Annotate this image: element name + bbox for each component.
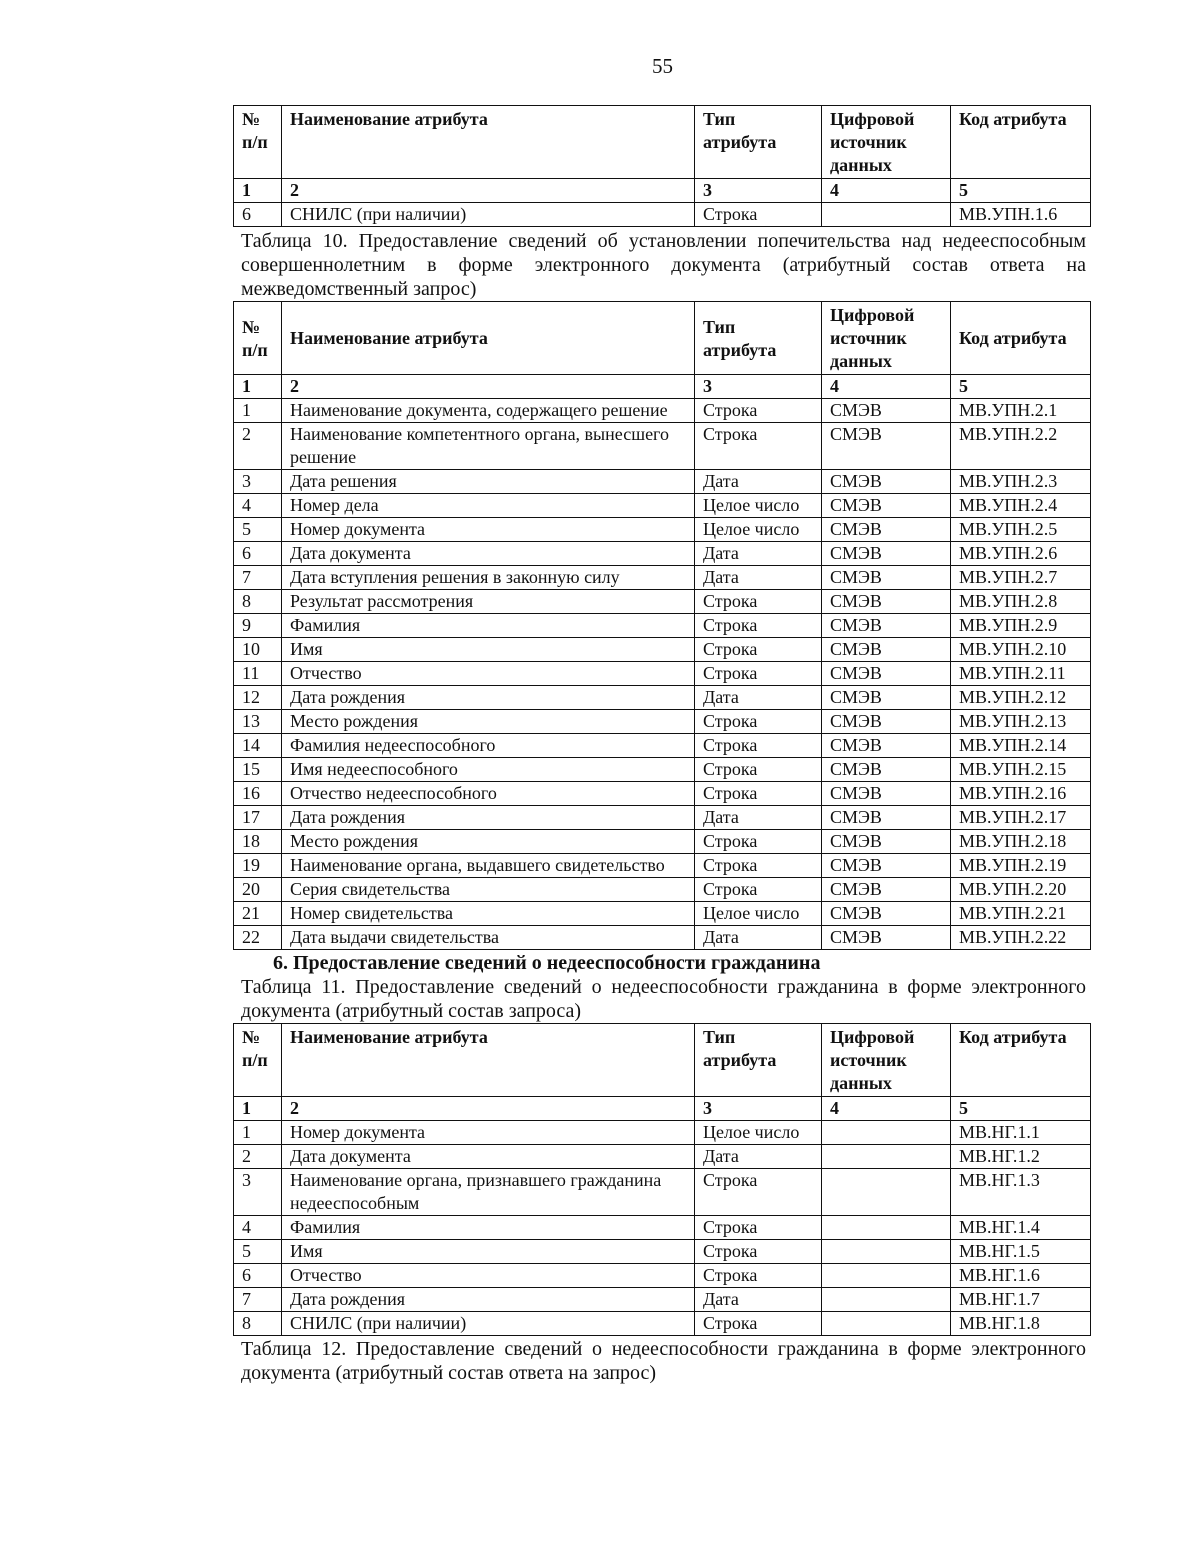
attribute-name-cell: Имя недееспособного <box>282 758 695 782</box>
row-number-cell: 4 <box>234 1216 282 1240</box>
data-source-cell: СМЭВ <box>822 542 951 566</box>
attribute-type-cell: Дата <box>695 470 822 494</box>
data-source-cell: СМЭВ <box>822 686 951 710</box>
row-number-cell: 15 <box>234 758 282 782</box>
row-number-cell: 1 <box>234 1121 282 1145</box>
attribute-name-cell: Дата рождения <box>282 806 695 830</box>
document-body <box>233 105 1090 1385</box>
attribute-name-cell: Фамилия недееспособного <box>282 734 695 758</box>
data-source-cell: СМЭВ <box>822 782 951 806</box>
header-attribute-code: Код атрибута <box>951 302 1091 375</box>
attribute-type-cell: Строка <box>695 854 822 878</box>
attribute-name-cell: Наименование органа, признавшего гражданина недееспособным <box>282 1169 695 1216</box>
attribute-code-cell: МВ.УПН.2.2 <box>951 423 1091 470</box>
row-number-cell: 10 <box>234 638 282 662</box>
attribute-name-cell: Имя <box>282 1240 695 1264</box>
header-attribute-code: Код атрибута <box>951 106 1091 179</box>
data-source-cell: СМЭВ <box>822 614 951 638</box>
attribute-type-cell: Строка <box>695 758 822 782</box>
row-number-cell: 3 <box>234 1169 282 1216</box>
header-attribute-type: Тип атрибута <box>695 1024 822 1097</box>
row-number-cell: 5 <box>234 518 282 542</box>
attribute-code-cell: МВ.УПН.2.3 <box>951 470 1091 494</box>
column-number: 3 <box>695 179 822 203</box>
attribute-code-cell: МВ.УПН.2.5 <box>951 518 1091 542</box>
row-number-cell: 6 <box>234 542 282 566</box>
table-row <box>234 542 1091 566</box>
table-row <box>234 806 1091 830</box>
header-number: № п/п <box>234 1024 282 1097</box>
attribute-code-cell: МВ.УПН.2.20 <box>951 878 1091 902</box>
attribute-name-cell: Номер дела <box>282 494 695 518</box>
attribute-type-cell: Дата <box>695 806 822 830</box>
row-number-cell: 8 <box>234 590 282 614</box>
attribute-code-cell: МВ.УПН.2.13 <box>951 710 1091 734</box>
data-source-cell <box>822 1145 951 1169</box>
attribute-code-cell: МВ.УПН.2.7 <box>951 566 1091 590</box>
column-number: 5 <box>951 375 1091 399</box>
data-source-cell <box>822 1264 951 1288</box>
header-data-source: Цифровой источник данных <box>822 302 951 375</box>
table-header-row <box>234 106 1091 179</box>
row-number-cell: 20 <box>234 878 282 902</box>
attribute-name-cell: Наименование документа, содержащего решение <box>282 399 695 423</box>
header-data-source: Цифровой источник данных <box>822 106 951 179</box>
attribute-type-cell: Дата <box>695 686 822 710</box>
table-row <box>234 710 1091 734</box>
attribute-code-cell: МВ.УПН.2.11 <box>951 662 1091 686</box>
attribute-type-cell: Строка <box>695 1264 822 1288</box>
attribute-type-cell: Дата <box>695 542 822 566</box>
data-source-cell: СМЭВ <box>822 710 951 734</box>
attribute-name-cell: Дата выдачи свидетельства <box>282 926 695 950</box>
attribute-code-cell: МВ.УПН.2.10 <box>951 638 1091 662</box>
attribute-type-cell: Целое число <box>695 902 822 926</box>
table-row <box>234 734 1091 758</box>
table-row <box>234 902 1091 926</box>
row-number-cell: 19 <box>234 854 282 878</box>
table-continued <box>233 105 1091 227</box>
table-row <box>234 1240 1091 1264</box>
attribute-name-cell: Дата решения <box>282 470 695 494</box>
row-number-cell: 7 <box>234 1288 282 1312</box>
row-number-cell: 6 <box>234 1264 282 1288</box>
attribute-type-cell: Дата <box>695 566 822 590</box>
header-number: № п/п <box>234 106 282 179</box>
table-row <box>234 1312 1091 1336</box>
attribute-code-cell: МВ.НГ.1.7 <box>951 1288 1091 1312</box>
table-row <box>234 1121 1091 1145</box>
attribute-name-cell: Номер свидетельства <box>282 902 695 926</box>
attribute-code-cell: МВ.НГ.1.8 <box>951 1312 1091 1336</box>
table-row <box>234 1216 1091 1240</box>
row-number-cell: 13 <box>234 710 282 734</box>
attribute-type-cell: Строка <box>695 638 822 662</box>
data-source-cell: СМЭВ <box>822 662 951 686</box>
data-source-cell: СМЭВ <box>822 830 951 854</box>
attribute-name-cell: Серия свидетельства <box>282 878 695 902</box>
header-attribute-name: Наименование атрибута <box>282 302 695 375</box>
header-attribute-type: Тип атрибута <box>695 302 822 375</box>
data-source-cell <box>822 1240 951 1264</box>
attribute-type-cell: Строка <box>695 423 822 470</box>
attribute-code-cell: МВ.УПН.2.4 <box>951 494 1091 518</box>
attribute-type-cell: Строка <box>695 782 822 806</box>
attribute-type-cell: Строка <box>695 203 822 227</box>
data-source-cell: СМЭВ <box>822 566 951 590</box>
table-row <box>234 423 1091 470</box>
table-row <box>234 638 1091 662</box>
table-row <box>234 1145 1091 1169</box>
attribute-type-cell: Целое число <box>695 518 822 542</box>
table-11-caption: Таблица 11. Предоставление сведений о недееспособности гражданина в форме электронного документа (атрибутный состав запроса) <box>241 976 1086 1022</box>
table-row <box>234 518 1091 542</box>
attribute-code-cell: МВ.УПН.2.1 <box>951 399 1091 423</box>
data-source-cell: СМЭВ <box>822 902 951 926</box>
attribute-code-cell: МВ.УПН.2.16 <box>951 782 1091 806</box>
header-attribute-name: Наименование атрибута <box>282 106 695 179</box>
attribute-name-cell: Дата документа <box>282 542 695 566</box>
attribute-name-cell: Фамилия <box>282 614 695 638</box>
row-number-cell: 2 <box>234 1145 282 1169</box>
header-attribute-code: Код атрибута <box>951 1024 1091 1097</box>
attribute-code-cell: МВ.УПН.2.18 <box>951 830 1091 854</box>
table-row <box>234 494 1091 518</box>
attribute-type-cell: Целое число <box>695 1121 822 1145</box>
attribute-type-cell: Строка <box>695 878 822 902</box>
attribute-name-cell: Дата вступления решения в законную силу <box>282 566 695 590</box>
column-number: 3 <box>695 375 822 399</box>
table-row <box>234 203 1091 227</box>
data-source-cell: СМЭВ <box>822 806 951 830</box>
column-number: 4 <box>822 375 951 399</box>
data-source-cell <box>822 1312 951 1336</box>
attribute-code-cell: МВ.НГ.1.1 <box>951 1121 1091 1145</box>
attribute-code-cell: МВ.УПН.2.8 <box>951 590 1091 614</box>
table-row <box>234 614 1091 638</box>
attribute-type-cell: Строка <box>695 590 822 614</box>
column-number: 2 <box>282 179 695 203</box>
attribute-type-cell: Строка <box>695 830 822 854</box>
attribute-name-cell: Номер документа <box>282 1121 695 1145</box>
table-header-row <box>234 302 1091 375</box>
attribute-type-cell: Целое число <box>695 494 822 518</box>
attribute-name-cell: Наименование компетентного органа, вынесшего решение <box>282 423 695 470</box>
data-source-cell <box>822 1288 951 1312</box>
attribute-code-cell: МВ.УПН.2.14 <box>951 734 1091 758</box>
attribute-type-cell: Строка <box>695 662 822 686</box>
row-number-cell: 22 <box>234 926 282 950</box>
header-data-source: Цифровой источник данных <box>822 1024 951 1097</box>
attribute-name-cell: Имя <box>282 638 695 662</box>
row-number-cell: 3 <box>234 470 282 494</box>
column-number: 3 <box>695 1097 822 1121</box>
data-source-cell: СМЭВ <box>822 470 951 494</box>
row-number-cell: 6 <box>234 203 282 227</box>
column-number: 4 <box>822 1097 951 1121</box>
attribute-code-cell: МВ.УПН.2.12 <box>951 686 1091 710</box>
column-numbers-row <box>234 1097 1091 1121</box>
attribute-type-cell: Дата <box>695 926 822 950</box>
table-10 <box>233 301 1091 950</box>
data-source-cell <box>822 1121 951 1145</box>
attribute-name-cell: СНИЛС (при наличии) <box>282 203 695 227</box>
table-row <box>234 1169 1091 1216</box>
attribute-name-cell: Место рождения <box>282 830 695 854</box>
attribute-code-cell: МВ.УПН.2.22 <box>951 926 1091 950</box>
data-source-cell <box>822 1216 951 1240</box>
attribute-name-cell: Отчество недееспособного <box>282 782 695 806</box>
table-header-row <box>234 1024 1091 1097</box>
row-number-cell: 7 <box>234 566 282 590</box>
column-number: 1 <box>234 179 282 203</box>
attribute-type-cell: Строка <box>695 1312 822 1336</box>
data-source-cell: СМЭВ <box>822 878 951 902</box>
row-number-cell: 21 <box>234 902 282 926</box>
data-source-cell: СМЭВ <box>822 638 951 662</box>
attribute-type-cell: Строка <box>695 1169 822 1216</box>
attribute-code-cell: МВ.УПН.2.6 <box>951 542 1091 566</box>
table-row <box>234 686 1091 710</box>
attribute-type-cell: Строка <box>695 1240 822 1264</box>
header-attribute-type: Тип атрибута <box>695 106 822 179</box>
attribute-name-cell: Номер документа <box>282 518 695 542</box>
row-number-cell: 8 <box>234 1312 282 1336</box>
data-source-cell: СМЭВ <box>822 399 951 423</box>
attribute-code-cell: МВ.НГ.1.2 <box>951 1145 1091 1169</box>
table-12-caption: Таблица 12. Предоставление сведений о недееспособности гражданина в форме электронного документа (атрибутный состав ответа на запрос) <box>241 1338 1086 1384</box>
table-row <box>234 662 1091 686</box>
data-source-cell <box>822 1169 951 1216</box>
attribute-type-cell: Строка <box>695 734 822 758</box>
row-number-cell: 16 <box>234 782 282 806</box>
row-number-cell: 5 <box>234 1240 282 1264</box>
data-source-cell: СМЭВ <box>822 494 951 518</box>
attribute-code-cell: МВ.УПН.1.6 <box>951 203 1091 227</box>
attribute-name-cell: Результат рассмотрения <box>282 590 695 614</box>
column-number: 1 <box>234 1097 282 1121</box>
table-10-caption: Таблица 10. Предоставление сведений об установлении попечительства над недееспособным совершеннолетним в форме электронного документа (атрибутный состав ответа на межведомственный запрос) <box>241 230 1086 300</box>
row-number-cell: 17 <box>234 806 282 830</box>
column-number: 5 <box>951 179 1091 203</box>
attribute-type-cell: Дата <box>695 1145 822 1169</box>
data-source-cell: СМЭВ <box>822 590 951 614</box>
attribute-code-cell: МВ.УПН.2.19 <box>951 854 1091 878</box>
attribute-code-cell: МВ.УПН.2.17 <box>951 806 1091 830</box>
attribute-type-cell: Дата <box>695 1288 822 1312</box>
attribute-code-cell: МВ.УПН.2.9 <box>951 614 1091 638</box>
row-number-cell: 2 <box>234 423 282 470</box>
data-source-cell: СМЭВ <box>822 758 951 782</box>
table-row <box>234 566 1091 590</box>
data-source-cell: СМЭВ <box>822 734 951 758</box>
attribute-code-cell: МВ.НГ.1.5 <box>951 1240 1091 1264</box>
column-numbers-row <box>234 375 1091 399</box>
section-6-heading: 6. Предоставление сведений о недееспособности гражданина <box>273 952 821 974</box>
data-source-cell <box>822 203 951 227</box>
table-row <box>234 470 1091 494</box>
row-number-cell: 4 <box>234 494 282 518</box>
data-source-cell: СМЭВ <box>822 518 951 542</box>
attribute-type-cell: Строка <box>695 399 822 423</box>
attribute-name-cell: Место рождения <box>282 710 695 734</box>
data-source-cell: СМЭВ <box>822 854 951 878</box>
attribute-type-cell: Строка <box>695 614 822 638</box>
column-number: 4 <box>822 179 951 203</box>
attribute-name-cell: Дата рождения <box>282 686 695 710</box>
page-number: 55 <box>652 54 673 78</box>
attribute-type-cell: Строка <box>695 1216 822 1240</box>
table-row <box>234 758 1091 782</box>
attribute-name-cell: Дата рождения <box>282 1288 695 1312</box>
table-row <box>234 830 1091 854</box>
attribute-code-cell: МВ.НГ.1.4 <box>951 1216 1091 1240</box>
attribute-name-cell: Отчество <box>282 662 695 686</box>
attribute-code-cell: МВ.УПН.2.21 <box>951 902 1091 926</box>
table-row <box>234 878 1091 902</box>
column-number: 2 <box>282 1097 695 1121</box>
row-number-cell: 12 <box>234 686 282 710</box>
column-number: 5 <box>951 1097 1091 1121</box>
table-row <box>234 1288 1091 1312</box>
attribute-name-cell: Фамилия <box>282 1216 695 1240</box>
row-number-cell: 18 <box>234 830 282 854</box>
data-source-cell: СМЭВ <box>822 926 951 950</box>
table-row <box>234 399 1091 423</box>
header-attribute-name: Наименование атрибута <box>282 1024 695 1097</box>
row-number-cell: 9 <box>234 614 282 638</box>
table-row <box>234 590 1091 614</box>
header-number: № п/п <box>234 302 282 375</box>
column-number: 2 <box>282 375 695 399</box>
data-source-cell: СМЭВ <box>822 423 951 470</box>
attribute-type-cell: Строка <box>695 710 822 734</box>
column-numbers-row <box>234 179 1091 203</box>
table-row <box>234 1264 1091 1288</box>
attribute-name-cell: Отчество <box>282 1264 695 1288</box>
table-row <box>234 854 1091 878</box>
attribute-name-cell: Дата документа <box>282 1145 695 1169</box>
table-11 <box>233 1023 1091 1336</box>
attribute-name-cell: СНИЛС (при наличии) <box>282 1312 695 1336</box>
attribute-name-cell: Наименование органа, выдавшего свидетельство <box>282 854 695 878</box>
column-number: 1 <box>234 375 282 399</box>
attribute-code-cell: МВ.УПН.2.15 <box>951 758 1091 782</box>
table-row <box>234 782 1091 806</box>
attribute-code-cell: МВ.НГ.1.3 <box>951 1169 1091 1216</box>
attribute-code-cell: МВ.НГ.1.6 <box>951 1264 1091 1288</box>
row-number-cell: 1 <box>234 399 282 423</box>
row-number-cell: 11 <box>234 662 282 686</box>
table-row <box>234 926 1091 950</box>
row-number-cell: 14 <box>234 734 282 758</box>
